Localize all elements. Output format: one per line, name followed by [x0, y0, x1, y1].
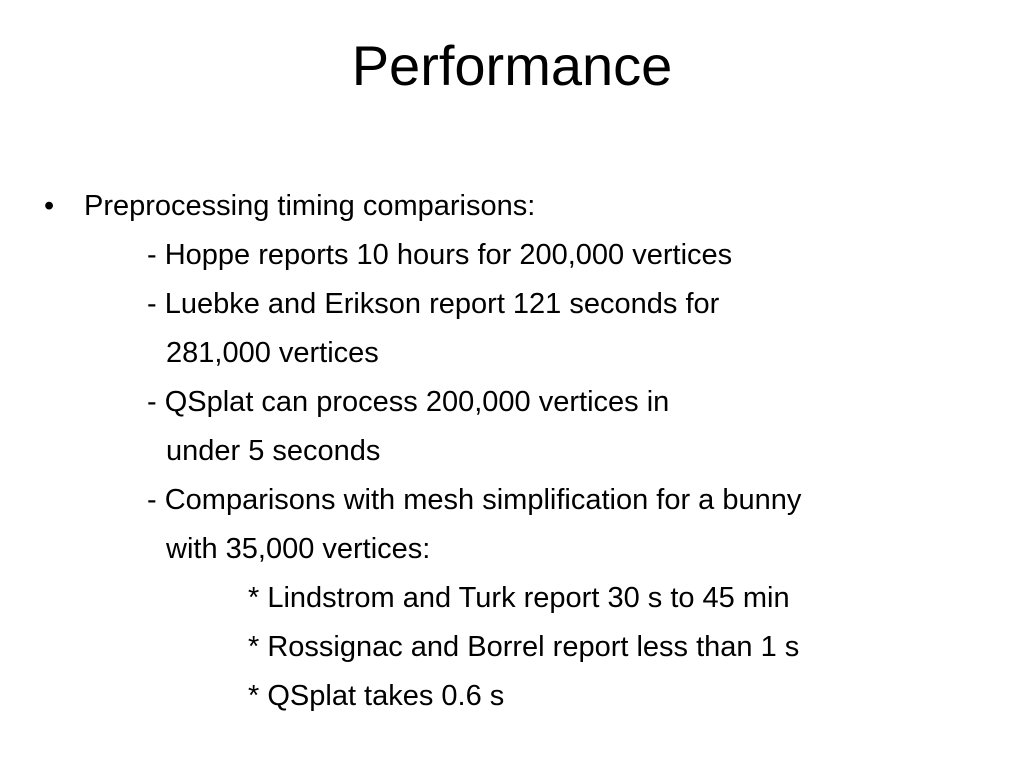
slide-title: Performance — [351, 34, 673, 97]
bullet-heading: Preprocessing timing comparisons: — [84, 190, 536, 222]
sub-sub-item-rossignac: * Rossignac and Borrel report less than 1 s — [248, 631, 800, 663]
sub-sub-item-qsplat: * QSplat takes 0.6 s — [248, 680, 505, 712]
sub-item-hoppe: - Hoppe reports 10 hours for 200,000 vertices — [147, 239, 733, 271]
sub-item-comparisons-cont: with 35,000 vertices: — [166, 533, 431, 565]
sub-item-qsplat-cont: under 5 seconds — [166, 435, 381, 467]
sub-sub-item-lindstrom: * Lindstrom and Turk report 30 s to 45 min — [248, 582, 790, 614]
sub-item-qsplat: - QSplat can process 200,000 vertices in — [147, 386, 670, 418]
sub-item-luebke: - Luebke and Erikson report 121 seconds for — [147, 288, 720, 320]
sub-item-luebke-cont: 281,000 vertices — [166, 337, 379, 369]
bullet-icon: • — [44, 190, 55, 222]
sub-item-comparisons: - Comparisons with mesh simplification for a bunny — [147, 484, 802, 516]
